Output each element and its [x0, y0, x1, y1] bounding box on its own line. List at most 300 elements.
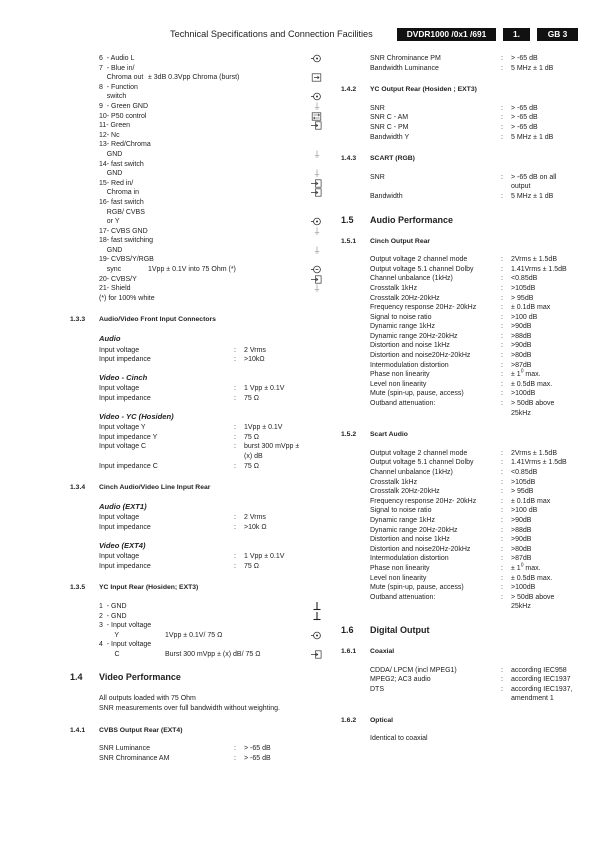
- spec-row: [370, 675, 583, 685]
- spec-row: [99, 744, 326, 754]
- spec-colon: :: [501, 555, 503, 563]
- pin-row: [99, 64, 326, 74]
- pin-row: [99, 169, 326, 179]
- spec-row: [370, 516, 583, 526]
- pin-label: GND: [99, 170, 123, 178]
- spec-row: [99, 552, 326, 562]
- spec-label: Crosstalk 20Hz-20kHz: [370, 488, 440, 496]
- spec-value: ± 0.1dB max: [511, 497, 551, 505]
- spec-colon: :: [501, 133, 503, 141]
- spec-value: 25kHz: [511, 603, 531, 611]
- spec-value: 5 MHz ± 1 dB: [511, 192, 554, 200]
- spec-colon: :: [501, 123, 503, 131]
- spec-colon: :: [234, 514, 236, 522]
- spec-label: Mute (spin-up, pause, access): [370, 584, 464, 592]
- input-arrow-icon: [311, 650, 322, 659]
- spec-colon: :: [234, 443, 236, 451]
- pin-label: sync: [99, 266, 122, 274]
- spec-colon: :: [234, 395, 236, 402]
- bidirectional-icon: [311, 112, 322, 121]
- video-yc-table: [99, 423, 326, 471]
- spec-label: SNR C - PM: [370, 123, 409, 131]
- audio-table: [99, 346, 326, 365]
- spec-label: SNR Luminance: [99, 745, 150, 753]
- spec-value: 2Vrms ± 1.5dB: [511, 449, 557, 457]
- spec-label: SNR: [370, 104, 385, 112]
- spec-colon: :: [234, 523, 236, 531]
- spec-value: > -65 dB: [511, 123, 538, 131]
- spec-colon: :: [501, 676, 503, 684]
- spec-row: [370, 322, 583, 332]
- spec-label: Phase non linearity: [370, 371, 430, 379]
- spec-label: Output voltage 2 channel mode: [370, 256, 468, 264]
- spec-colon: :: [501, 361, 503, 369]
- spec-colon: :: [501, 304, 503, 312]
- pin-label: 19- CVBS/Y/RGB: [99, 256, 154, 264]
- spec-label: Output voltage 5.1 channel Dolby: [370, 459, 474, 467]
- section-1-6-heading: 1.6 Digital Output: [341, 624, 430, 635]
- pin-row: [99, 294, 326, 304]
- spec-label: Signal to noise ratio: [370, 507, 432, 515]
- spec-label: Frequency response 20Hz- 20kHz: [370, 304, 477, 312]
- spec-colon: :: [501, 265, 503, 273]
- spec-label: Level non linearity: [370, 380, 427, 388]
- spec-value: ± 0.5dB max.: [511, 574, 553, 582]
- pin-label: 8 - Function: [99, 83, 138, 91]
- spec-label: Dynamic range 1kHz: [370, 516, 435, 524]
- pin-label: 15- Red in/: [99, 179, 134, 187]
- spec-label: Channel unbalance (1kHz): [370, 469, 453, 476]
- pin-label: 21- Shield: [99, 285, 131, 293]
- video-ext4-subheading: Video (EXT4): [99, 540, 146, 550]
- spec-colon: :: [501, 332, 503, 340]
- spec-value: 1.41Vrms ± 1.5dB: [511, 265, 567, 273]
- spec-colon: :: [501, 104, 503, 112]
- spec-row: [99, 355, 326, 365]
- spec-row: [370, 602, 583, 612]
- spec-row: [370, 113, 583, 123]
- spec-value: >100 dB: [511, 507, 538, 515]
- section-1-5-2-heading: 1.5.2 Scart Audio: [341, 431, 408, 439]
- section-1-3-5-heading: 1.3.5 YC Input Rear (Hosiden; EXT3): [70, 584, 199, 592]
- pin-label: Chroma in: [99, 189, 140, 197]
- ground-icon: [311, 284, 322, 293]
- page-number-badge: 1.: [503, 28, 530, 41]
- spec-row: [99, 462, 326, 472]
- spec-label: SNR C - AM: [370, 114, 409, 122]
- video-ext4-table: [99, 552, 326, 571]
- spec-colon: :: [501, 192, 503, 200]
- pin-label: 2 - GND: [99, 612, 127, 620]
- spec-value: 2 Vrms: [244, 346, 266, 354]
- spec-row: [370, 409, 583, 419]
- spec-value: >88dB: [511, 526, 532, 534]
- rca-audio-icon: [311, 92, 322, 101]
- pin-label: (*) for 100% white: [99, 294, 155, 302]
- spec-value: >105dB: [511, 478, 536, 486]
- spec-row: [370, 389, 583, 399]
- spec-row: [370, 694, 583, 704]
- spec-label: Bandwidth Luminance: [370, 64, 439, 72]
- spec-label: SNR Chrominance PM: [370, 55, 441, 62]
- spec-label: SNR Chrominance AM: [99, 754, 170, 762]
- spec-label: Signal to noise ratio: [370, 313, 432, 321]
- pin-label: GND: [99, 246, 123, 254]
- pin-label: Chroma out: [99, 74, 144, 82]
- spec-row: [99, 513, 326, 523]
- spec-row: [370, 64, 583, 74]
- section-1-4-line: SNR measurements over full bandwidth without weighting.: [99, 705, 280, 713]
- spec-row: [370, 593, 583, 603]
- pin-row: [99, 255, 326, 265]
- audio-ext1-subheading: Audio (EXT1): [99, 501, 147, 511]
- cvbs-output-table: [70, 744, 326, 763]
- pin-row: [99, 140, 326, 150]
- rca-audio-icon: [311, 54, 322, 63]
- spec-value: <0.85dB: [511, 469, 538, 476]
- rca-audio-icon: [311, 631, 322, 640]
- spec-row: [99, 442, 326, 452]
- optical-text: Identical to coaxial: [370, 735, 428, 743]
- spec-row: [370, 192, 583, 202]
- pin-label: 11- Green: [99, 122, 130, 130]
- spec-value: amendment 1: [511, 695, 554, 703]
- spec-value: 2 Vrms: [244, 514, 266, 522]
- spec-value: ± 0.5dB max.: [511, 380, 553, 388]
- spec-value: > 95dB: [511, 488, 534, 496]
- spec-row: [370, 666, 583, 676]
- spec-colon: :: [501, 516, 503, 524]
- pin-value: Burst 300 mVpp ± (x) dB/ 75 Ω: [165, 650, 261, 658]
- spec-value: > -65 dB: [244, 754, 271, 762]
- section-1-6-1-heading: 1.6.1 Coaxial: [341, 647, 395, 655]
- spec-colon: :: [501, 284, 503, 292]
- spec-label: Input impedance: [99, 523, 151, 531]
- spec-colon: :: [501, 342, 503, 350]
- section-1-3-3-heading: 1.3.3 Audio/Video Front Input Connectors: [70, 316, 216, 324]
- spec-value: 75 Ω: [244, 433, 259, 441]
- spec-row: [370, 361, 583, 371]
- spec-label: Output voltage 5.1 channel Dolby: [370, 265, 474, 273]
- spec-label: Input voltage Y: [99, 424, 146, 432]
- spec-row: [370, 173, 583, 183]
- spec-value: >80dB: [511, 352, 532, 360]
- spec-row: [370, 506, 583, 516]
- spec-label: Input impedance: [99, 395, 151, 402]
- right-column: [341, 54, 583, 744]
- spec-label: Phase non linearity: [370, 564, 430, 572]
- spec-value: > -65 dB: [511, 114, 538, 122]
- spec-colon: :: [501, 593, 503, 601]
- pin-label: 7 - Blue in/: [99, 64, 135, 72]
- spec-value: <0.85dB: [511, 275, 538, 283]
- spec-label: SNR: [370, 173, 385, 181]
- pin-row: [99, 265, 326, 275]
- spec-colon: :: [501, 256, 503, 264]
- spec-row: [370, 370, 583, 380]
- spec-value: >90dB: [511, 342, 532, 350]
- spec-label: Input voltage: [99, 385, 140, 393]
- spec-value: >100 dB: [511, 313, 538, 321]
- pin-row: [99, 179, 326, 189]
- pin-row: [99, 112, 326, 122]
- spec-label: Input voltage: [99, 514, 140, 522]
- spec-value: 5 MHz ± 1 dB: [511, 64, 554, 72]
- pin-row: [99, 188, 326, 198]
- spec-row: [370, 104, 583, 114]
- spec-value: ± $1^0$ max.: [511, 368, 541, 379]
- spec-row: [370, 274, 583, 284]
- pin-label: 16- fast switch: [99, 198, 144, 206]
- spec-value: burst 300 mVpp ±: [244, 443, 300, 451]
- spec-row: [370, 449, 583, 459]
- spec-label: Input impedance: [99, 356, 151, 364]
- spec-row: [370, 351, 583, 361]
- spec-row: [370, 583, 583, 593]
- spec-value: 75 Ω: [244, 395, 259, 402]
- section-1-5-1-heading: 1.5.1 Cinch Output Rear: [341, 237, 431, 245]
- spec-colon: :: [501, 449, 503, 457]
- section-1-4-heading: 1.4 Video Performance: [70, 672, 181, 683]
- spec-value: > 50dB above: [511, 400, 555, 408]
- spec-colon: :: [501, 666, 503, 674]
- spec-colon: :: [501, 545, 503, 553]
- pin-label: switch: [99, 93, 127, 101]
- spec-label: Crosstalk 20Hz-20kHz: [370, 294, 440, 302]
- spec-value: >90dB: [511, 516, 532, 524]
- pin-row: [99, 650, 326, 660]
- spec-row: [370, 284, 583, 294]
- section-1-3-4-heading: 1.3.4 Cinch Audio/Video Line Input Rear: [70, 484, 211, 492]
- spec-row: [370, 133, 583, 143]
- audio-subheading: Audio: [99, 334, 121, 344]
- spec-colon: :: [501, 469, 503, 476]
- spec-label: DTS: [370, 685, 384, 693]
- spec-value: 25kHz: [511, 409, 531, 417]
- spec-value: > 50dB above: [511, 593, 555, 601]
- section-1-4-3-heading: 1.4.3 SCART (RGB): [341, 155, 415, 163]
- section-1-4-body: [70, 694, 326, 713]
- ground-bar-icon: [311, 612, 322, 621]
- pin-row: [99, 275, 326, 285]
- spec-label: Mute (spin-up, pause, access): [370, 390, 464, 398]
- pin-label: 6 - Audio L: [99, 55, 135, 62]
- spec-value: >90dB: [511, 536, 532, 544]
- spec-row: [370, 303, 583, 313]
- pin-label: 13- Red/Chroma: [99, 141, 151, 149]
- pin-row: [99, 621, 326, 631]
- spec-row: [370, 526, 583, 536]
- spec-label: Input voltage: [99, 553, 140, 561]
- spec-row: [370, 564, 583, 574]
- spec-label: Crosstalk 1kHz: [370, 284, 418, 292]
- pin-row: [99, 227, 326, 237]
- ground-icon: [311, 246, 322, 255]
- pin-row: [99, 198, 326, 208]
- spec-row: [370, 535, 583, 545]
- spec-row: [370, 332, 583, 342]
- spec-label: Intermodulation distortion: [370, 555, 449, 563]
- spec-label: Frequency response 20Hz- 20kHz: [370, 497, 477, 505]
- output-arrow-icon: [311, 73, 322, 82]
- spec-value: (x) dB: [244, 452, 263, 460]
- spec-value: 5 MHz ± 1 dB: [511, 133, 554, 141]
- spec-label: Intermodulation distortion: [370, 361, 449, 369]
- spec-colon: :: [501, 275, 503, 283]
- spec-colon: :: [501, 294, 503, 302]
- spec-label: Input impedance Y: [99, 433, 158, 441]
- spec-colon: :: [234, 433, 236, 441]
- pin-row: [99, 284, 326, 294]
- spec-label: Distortion and noise 1kHz: [370, 536, 450, 544]
- spec-row: [370, 123, 583, 133]
- spec-colon: :: [234, 424, 236, 432]
- pin-label: or Y: [99, 218, 120, 226]
- spec-label: Dynamic range 1kHz: [370, 323, 435, 331]
- pin-row: [99, 54, 326, 64]
- scart-rgb-table: [341, 173, 583, 202]
- input-arrow-icon: [311, 121, 322, 130]
- spec-label: Output voltage 2 channel mode: [370, 449, 468, 457]
- pin-label: Y: [99, 631, 120, 639]
- spec-label: Distortion and noise20Hz-20kHz: [370, 352, 471, 360]
- spec-label: Crosstalk 1kHz: [370, 478, 418, 486]
- ground-icon: [311, 227, 322, 236]
- spec-value: according IEC1937,: [511, 685, 573, 693]
- spec-colon: :: [501, 564, 503, 572]
- spec-value: > -65 dB: [511, 104, 538, 112]
- audio-ext1-table: [99, 513, 326, 532]
- spec-value: > -65 dB on all: [511, 173, 557, 181]
- spec-colon: :: [501, 313, 503, 321]
- cvbs-output-table-continued: [341, 54, 583, 73]
- rca-video-icon: [311, 265, 322, 274]
- pin-label: 4 - Input voltage: [99, 641, 152, 649]
- ground-bar-icon: [311, 602, 322, 611]
- rca-audio-icon: [311, 217, 322, 226]
- spec-value: output: [511, 183, 531, 191]
- ground-icon: [311, 169, 322, 178]
- spec-value: 1 Vpp ± 0.1V: [244, 385, 285, 393]
- spec-row: [370, 468, 583, 478]
- spec-label: Bandwidth: [370, 192, 403, 200]
- spec-value: 1.41Vrms ± 1.5dB: [511, 459, 567, 467]
- spec-row: [370, 380, 583, 390]
- spec-row: [370, 265, 583, 275]
- spec-colon: :: [501, 574, 503, 582]
- yc-output-table: [341, 104, 583, 142]
- spec-row: [370, 478, 583, 488]
- pin-row: [99, 102, 326, 112]
- spec-colon: :: [501, 685, 503, 693]
- spec-value: >100dB: [511, 584, 536, 592]
- spec-value: 2Vrms ± 1.5dB: [511, 256, 557, 264]
- spec-value: > -65 dB: [244, 745, 271, 753]
- spec-row: [370, 497, 583, 507]
- spec-label: Input voltage C: [99, 443, 147, 451]
- pin-label: 3 - Input voltage: [99, 622, 152, 630]
- pin-label: GND: [99, 150, 123, 158]
- spec-row: [370, 545, 583, 555]
- spec-value: according IEC958: [511, 666, 567, 674]
- spec-value: >10k Ω: [244, 523, 267, 531]
- spec-label: Dynamic range 20Hz-20kHz: [370, 526, 458, 534]
- degree-superscript: 0: [520, 368, 524, 375]
- spec-colon: :: [234, 346, 236, 354]
- pin-label: 18- fast switching: [99, 237, 154, 245]
- spec-value: 1 Vpp ± 0.1V: [244, 553, 285, 561]
- pin-row: [99, 92, 326, 102]
- spec-colon: :: [501, 64, 503, 72]
- spec-label: CDDA/ LPCM (incl MPEG1): [370, 666, 457, 674]
- spec-value: 1Vpp ± 0.1V: [244, 424, 283, 432]
- spec-colon: :: [501, 459, 503, 467]
- spec-row: [370, 554, 583, 564]
- spec-value: ± $1^0$ max.: [511, 562, 541, 572]
- spec-value: ± 0.1dB max: [511, 304, 551, 312]
- pin-row: [99, 640, 326, 650]
- section-1-4-line: All outputs loaded with 75 Ohm: [99, 695, 196, 703]
- video-cinch-subheading: Video - Cinch: [99, 372, 148, 382]
- spec-value: >88dB: [511, 332, 532, 340]
- spec-colon: :: [501, 114, 503, 122]
- pin-label: 14- fast switch: [99, 160, 144, 168]
- spec-label: Distortion and noise 1kHz: [370, 342, 450, 350]
- spec-row: [99, 452, 326, 462]
- spec-colon: :: [234, 745, 236, 753]
- spec-colon: :: [501, 55, 503, 62]
- spec-label: Outband attenuation:: [370, 593, 436, 601]
- spec-value: > -65 dB: [511, 55, 538, 62]
- spec-label: Input voltage: [99, 346, 140, 354]
- language-badge: GB 3: [537, 28, 578, 41]
- spec-colon: :: [234, 356, 236, 364]
- spec-value: >87dB: [511, 555, 532, 563]
- pin-label: 10- P50 control: [99, 112, 147, 120]
- spec-row: [99, 346, 326, 356]
- pin-value: ± 3dB 0.3Vpp Chroma (burst): [148, 74, 240, 82]
- spec-value: >80dB: [511, 545, 532, 553]
- section-1-3-3-body: [70, 334, 326, 471]
- pin-row: [99, 631, 326, 641]
- spec-value: 75 Ω: [244, 462, 259, 470]
- spec-label: Outband attenuation:: [370, 400, 436, 408]
- section-1-5-heading: 1.5 Audio Performance: [341, 214, 454, 225]
- spec-colon: :: [501, 584, 503, 592]
- spec-colon: :: [501, 352, 503, 360]
- spec-row: [370, 182, 583, 192]
- spec-colon: :: [234, 462, 236, 470]
- spec-colon: :: [501, 323, 503, 331]
- pin-row: [99, 121, 326, 131]
- spec-row: [370, 255, 583, 265]
- spec-colon: :: [501, 536, 503, 544]
- spec-value: >105dB: [511, 284, 536, 292]
- spec-row: [370, 685, 583, 695]
- spec-value: >10kΩ: [244, 356, 265, 364]
- spec-row: [99, 394, 326, 404]
- section-1-3-4-body: [70, 502, 326, 572]
- video-yc-subheading: Video - YC (Hosiden): [99, 411, 174, 421]
- pin-row: [99, 602, 326, 612]
- spec-label: Channel unbalance (1kHz): [370, 275, 453, 283]
- spec-row: [370, 399, 583, 409]
- spec-colon: :: [234, 562, 236, 570]
- pin-label: 17- CVBS GND: [99, 227, 148, 235]
- degree-superscript: 0: [520, 562, 524, 569]
- spec-value: 75 Ω: [244, 562, 259, 570]
- spec-row: [370, 487, 583, 497]
